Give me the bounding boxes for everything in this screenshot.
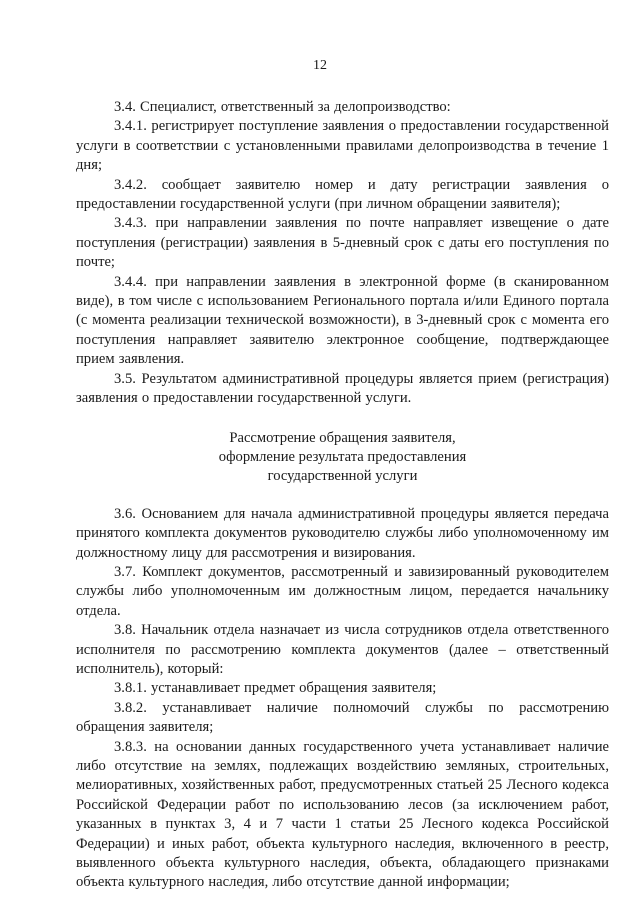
page-number: 12: [313, 58, 327, 73]
section-review: [76, 505, 609, 893]
paragraph-3-4-4: 3.4.4. при направлении заявления в электронной форме (в сканированном виде), в том числе с использованием Регионального портала и/или Единого портала (с момента реализации технической возможности), в 3-дневный срок с момента его поступления направляет заявителю электронное сообщение, подтверждающее прием заявления.: [76, 273, 609, 368]
paragraph-3-4-2: 3.4.2. сообщает заявителю номер и дату регистрации заявления о предоставлении государственной услуги (при личном обращении заявителя);: [76, 176, 609, 213]
paragraph-3-4-1: 3.4.1. регистрирует поступление заявления о предоставлении государственной услуги в соответствии с установленными правилами делопроизводства в течение 1 дня;: [76, 118, 609, 174]
section-heading: [76, 429, 609, 487]
paragraph-3-4: 3.4. Специалист, ответственный за делопроизводство:: [114, 99, 451, 115]
paragraph-3-8-2: 3.8.2. устанавливает наличие полномочий службы по рассмотрению обращения заявителя;: [76, 699, 609, 736]
paragraph-3-8-3: 3.8.3. на основании данных государственного учета устанавливает наличие либо отсутствие на землях, подлежащих воздействию земляных, строительных, мелиоративных, хозяйственных работ, предусмотренных статьей 25 Лесного кодекса Российской Федерации работ по использованию лесов (за исключением работ, указанных в пунктах 3, 4 и 7 части 1 статьи 25 Лесного кодекса Российской Федерации) и иных работ, объекта культурного наследия, включенного в реестр, выявленного объекта культурного наследия, объекта, обладающего признаками объекта культурного наследия, либо отсутствие данной информации;: [76, 738, 609, 891]
paragraph-3-7: 3.7. Комплект документов, рассмотренный и завизированный руководителем службы либо уполномоченным им должностным лицом, передается начальнику отдела.: [76, 563, 609, 619]
paragraph-3-8-1: 3.8.1. устанавливает предмет обращения заявителя;: [114, 680, 437, 697]
paragraph-3-8: 3.8. Начальник отдела назначает из числа сотрудников отдела ответственного исполнителя по рассмотрению комплекта документов (далее – ответственный исполнитель), который:: [76, 622, 609, 677]
heading-line-3: государственной услуги: [267, 468, 418, 485]
paragraph-3-5: 3.5. Результатом административной процедуры является прием (регистрация) заявления о предоставлении государственной услуги.: [76, 370, 609, 407]
heading-line-2: оформление результата предоставления: [218, 448, 467, 465]
paragraph-3-6: 3.6. Основанием для начала административной процедуры является передача принятого комплекта документов руководителю службы либо уполномоченному им должностному лицу для рассмотрения и визирования.: [76, 505, 609, 561]
heading-line-1: Рассмотрение обращения заявителя,: [229, 429, 456, 446]
section-registration: [76, 98, 609, 409]
paragraph-3-4-3: 3.4.3. при направлении заявления по почте направляет извещение о дате поступления (регистрации) заявления в 5-дневный срок с даты его поступления по почте;: [76, 215, 609, 271]
document-body: [76, 98, 609, 893]
